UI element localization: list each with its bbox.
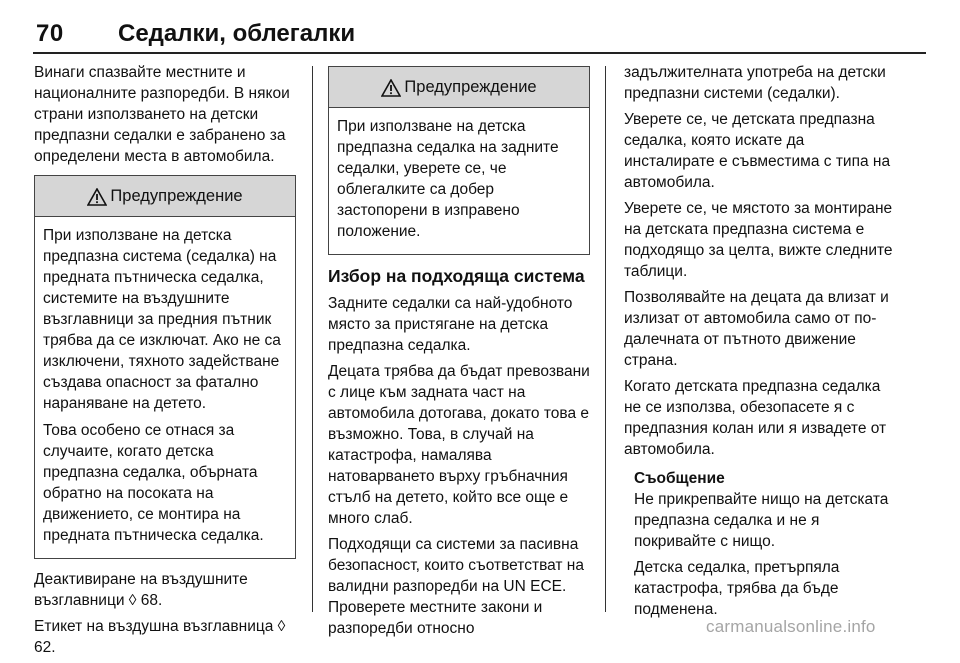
body-paragraph: Подходящи са системи за пасивна безопасност, които съответстват на валидни разпоредби на UN ECE. Проверете местните закони и разпоредби относно [328, 536, 584, 637]
warning-triangle-icon [381, 79, 401, 97]
cross-reference: Деактивиране на въздушните възглавници ◊ 68. [34, 571, 248, 609]
intro-paragraph: Винаги спазвайте местните и националните разпоредби. В някои страни използването на детски предпазни седалки е забранено за определени места в автомобила. [34, 64, 290, 165]
warning-text: Това особено се отнася за случаите, когато детска предпазна седалка, обърната обратно на посоката на движението, се монтира на предната пътническа седалка. [43, 422, 264, 544]
page-title: Седалки, облегалки [118, 20, 356, 47]
cross-reference: Етикет на въздушна възглавница ◊ 62. [34, 618, 286, 656]
body-paragraph: Задните седалки са най-удобното място за пристягане на детска предпазна седалка. [328, 295, 573, 354]
column-divider [605, 66, 606, 612]
page-number: 70 [36, 20, 64, 47]
note-block [634, 468, 894, 620]
body-paragraph: Децата трябва да бъдат превозвани с лице към задната част на автомобила дотогава, докато това е възможно. Това, в случай на катастрофа, намалява натоварването върху гръбначния стълб на детето, който все още е много слаб. [328, 363, 590, 527]
warning-triangle-icon [87, 188, 107, 206]
warning-header [35, 176, 295, 217]
warning-box-airbag [34, 175, 296, 559]
warning-heading: Предупреждение [110, 186, 243, 205]
body-paragraph: Уверете се, че мястото за монтиране на детската предпазна система е подходящо за целта, вижте следните таблици. [624, 200, 893, 280]
warning-text: При използване на детска предпазна система (седалка) на предната пътническа седалка, системите на въздушните възглавници за предния пътник трябва да се изключат. Ако не са изключени, тяхното задействане създава опасност за фатално нараняване на детето. [43, 227, 281, 412]
body-paragraph: Уверете се, че детската предпазна седалка, която искате да инсталирате е съвместима с типа на автомобила. [624, 111, 891, 191]
body-paragraph: Когато детската предпазна седалка не се използва, обезопасете я с предпазния колан или я извадете от автомобила. [624, 378, 887, 458]
note-title: Съобщение [634, 470, 725, 487]
warning-body [329, 108, 589, 254]
warning-body [35, 217, 295, 558]
body-paragraph: задължителната употреба на детски предпазни системи (седалки). [624, 64, 886, 102]
warning-box-rear-seat [328, 66, 590, 255]
site-watermark: carmanualsonline.info [706, 617, 876, 636]
column-1 [34, 62, 296, 663]
column-2 [328, 62, 590, 644]
column-divider [312, 66, 313, 612]
warning-heading: Предупреждение [404, 77, 537, 96]
body-paragraph: Позволявайте на децата да влизат и излизат от автомобила само от по-далечната от пътното движение страна. [624, 289, 889, 369]
header-divider [33, 52, 926, 54]
section-heading: Избор на подходяща система [328, 266, 585, 286]
column-3 [624, 62, 894, 625]
warning-text: При използване на детска предпазна седалка на задните седалки, уверете се, че облегалките са добер застопорени в изправено положение. [337, 118, 559, 240]
page-header [26, 10, 936, 50]
warning-header [329, 67, 589, 108]
note-text: Не прикрепвайте нищо на детската предпазна седалка и не я покривайте с нищо. [634, 491, 889, 550]
note-text: Детска седалка, претърпяла катастрофа, трябва да бъде подменена. [634, 559, 840, 618]
